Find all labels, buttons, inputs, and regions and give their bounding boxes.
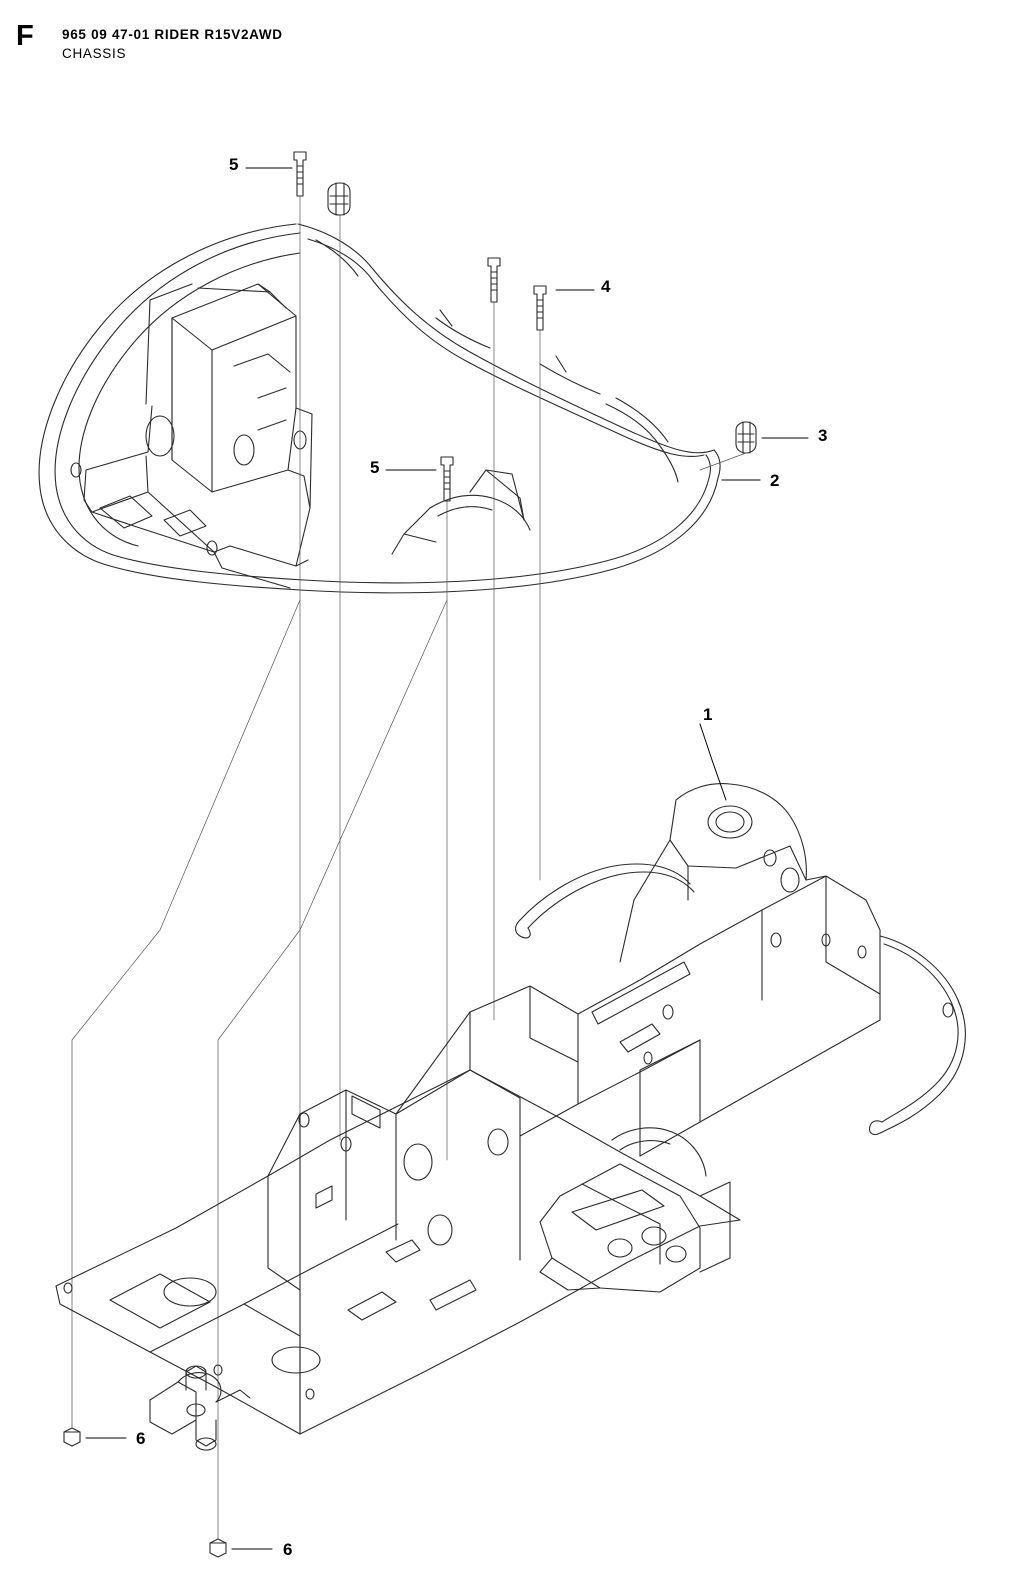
assembly-guide-lines <box>72 196 746 1539</box>
callout-6-bottom: 6 <box>283 1540 293 1559</box>
screw-5-top <box>294 152 306 196</box>
callout-1: 1 <box>703 705 713 724</box>
screw-4a <box>488 258 500 302</box>
nut-6-lower <box>64 1428 80 1446</box>
callout-6-lower: 6 <box>136 1429 146 1448</box>
callout-4: 4 <box>601 277 611 296</box>
screw-5-middle <box>441 457 453 501</box>
callout-2: 2 <box>770 471 780 490</box>
section-letter: F <box>16 20 35 52</box>
screw-4b <box>534 286 546 330</box>
callout-5-middle: 5 <box>370 458 380 477</box>
fasteners <box>64 152 756 1557</box>
rear-fender-assembly <box>39 224 720 593</box>
callout-3: 3 <box>818 426 828 445</box>
clip-nut-top <box>328 183 350 215</box>
assembly-name: CHASSIS <box>62 45 127 61</box>
clip-nut-3 <box>736 422 756 453</box>
part-number-title: 965 09 47-01 RIDER R15V2AWD <box>62 27 283 42</box>
nut-6-bottom <box>210 1539 226 1557</box>
callout-5-top: 5 <box>229 155 239 174</box>
main-chassis-frame <box>56 784 965 1450</box>
